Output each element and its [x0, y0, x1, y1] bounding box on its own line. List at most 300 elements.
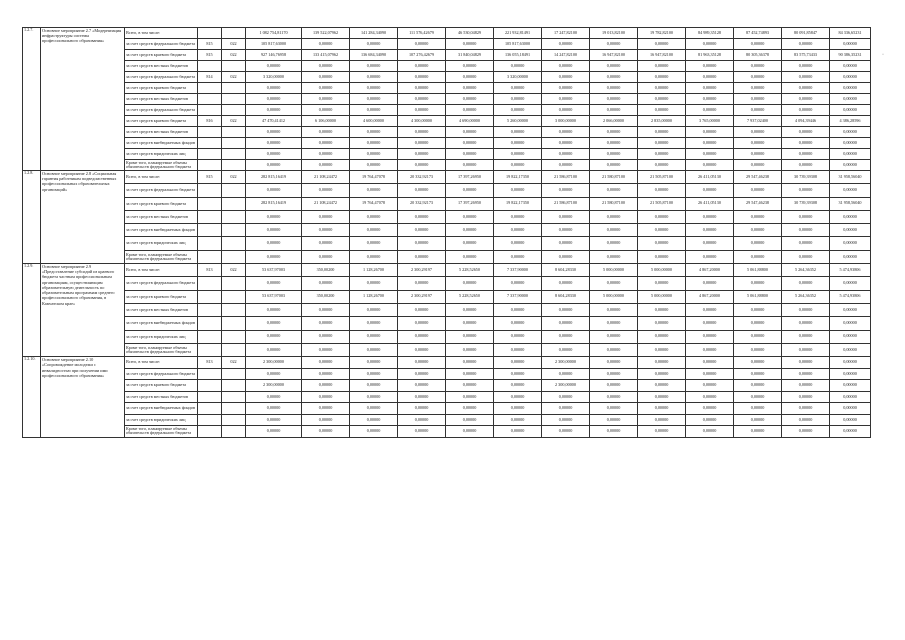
- year-value: 0,00000: [638, 127, 686, 138]
- year-value: 0,00000: [398, 39, 446, 50]
- year-value: 0,00000: [302, 160, 350, 171]
- year-value: 0,00000: [350, 250, 398, 263]
- year-value: 0,00000: [734, 317, 782, 330]
- rz-code: 022: [222, 264, 246, 277]
- year-value: 20 332,92173: [398, 171, 446, 184]
- year-value: 0,00000: [494, 343, 542, 356]
- year-value: 90 386,35231: [830, 50, 871, 61]
- total-value: 0,00000: [246, 105, 302, 116]
- funding-source: за счет средств юридических лиц: [125, 237, 198, 250]
- year-value: 0,00000: [686, 357, 734, 369]
- total-value: 0,00000: [246, 368, 302, 380]
- year-value: 0,00000: [494, 105, 542, 116]
- year-value: 0,00000: [350, 127, 398, 138]
- total-value: 0,00000: [246, 277, 302, 290]
- year-value: 2 835,00000: [638, 116, 686, 127]
- year-value: 0,00000: [446, 105, 494, 116]
- total-value: 0,00000: [246, 237, 302, 250]
- year-value: 0,00000: [350, 277, 398, 290]
- year-value: 0,00000: [830, 184, 871, 197]
- year-value: 0,00000: [494, 414, 542, 426]
- rz-code: [222, 83, 246, 94]
- year-value: 0,00000: [494, 317, 542, 330]
- funding-source: за счет средств внебюджетных фондов: [125, 224, 198, 237]
- year-value: 0,00000: [446, 94, 494, 105]
- year-value: 0,00000: [638, 277, 686, 290]
- year-value: 0,00000: [782, 149, 830, 160]
- funding-source: за счет средств федерального бюджета: [125, 184, 198, 197]
- grbs-code: [198, 343, 222, 356]
- grbs-code: [198, 403, 222, 415]
- year-value: 19 782,82100: [638, 28, 686, 39]
- grbs-code: [198, 83, 222, 94]
- rz-code: [222, 250, 246, 263]
- year-value: 0,00000: [590, 105, 638, 116]
- total-value: 3 320,00000: [246, 72, 302, 83]
- rz-code: [222, 403, 246, 415]
- year-value: 0,00000: [590, 237, 638, 250]
- year-value: 0,00000: [782, 237, 830, 250]
- year-value: 20 332,92173: [398, 197, 446, 210]
- total-value: 105 817,63000: [246, 39, 302, 50]
- grbs-code: [198, 330, 222, 343]
- year-value: 0,00000: [302, 343, 350, 356]
- year-value: 350,00200: [302, 290, 350, 303]
- year-value: 0,00000: [686, 237, 734, 250]
- year-value: 0,00000: [350, 303, 398, 316]
- rz-code: [222, 149, 246, 160]
- section-name: Основное мероприятие 2.10 «Сопровождение молодежи с инвалидностью при получении ими профессионального образования»: [41, 357, 125, 438]
- table-row: [23, 127, 871, 138]
- year-value: 0,00000: [782, 138, 830, 149]
- year-value: 0,00000: [542, 94, 590, 105]
- year-value: 0,00000: [542, 414, 590, 426]
- total-value: 0,00000: [246, 391, 302, 403]
- year-value: 3 320,00000: [494, 72, 542, 83]
- total-value: 47 470,41412: [246, 116, 302, 127]
- year-value: 0,00000: [734, 72, 782, 83]
- year-value: 0,00000: [302, 414, 350, 426]
- total-value: 0,00000: [246, 317, 302, 330]
- year-value: 0,00000: [734, 127, 782, 138]
- budget-table: [22, 27, 871, 438]
- year-value: 0,00000: [494, 210, 542, 223]
- year-value: 0,00000: [542, 343, 590, 356]
- year-value: 0,00000: [782, 414, 830, 426]
- year-value: 0,00000: [446, 330, 494, 343]
- year-value: 0,00000: [350, 380, 398, 392]
- year-value: 0,00000: [398, 250, 446, 263]
- year-value: 0,00000: [830, 72, 871, 83]
- year-value: 6 106,00000: [302, 116, 350, 127]
- funding-source: за счет средств местных бюджетов: [125, 94, 198, 105]
- table-row: [23, 303, 871, 316]
- year-value: 0,00000: [782, 105, 830, 116]
- year-value: 0,00000: [638, 39, 686, 50]
- year-value: 0,00000: [590, 94, 638, 105]
- year-value: 0,00000: [446, 210, 494, 223]
- funding-source: за счет средств краевого бюджета: [125, 197, 198, 210]
- year-value: 0,00000: [782, 83, 830, 94]
- year-value: 111 576,42679: [398, 28, 446, 39]
- year-value: 0,00000: [830, 39, 871, 50]
- year-value: 0,00000: [398, 426, 446, 438]
- total-value: 2 300,00000: [246, 380, 302, 392]
- year-value: 29 547,46238: [734, 171, 782, 184]
- year-value: 0,00000: [734, 39, 782, 50]
- grbs-code: [198, 250, 222, 263]
- rz-code: 022: [222, 72, 246, 83]
- year-value: 0,00000: [590, 391, 638, 403]
- section-number: 1.2.8.: [23, 171, 41, 264]
- rz-code: 022: [222, 39, 246, 50]
- year-value: 0,00000: [590, 303, 638, 316]
- year-value: 2 300,29197: [398, 264, 446, 277]
- year-value: 0,00000: [590, 138, 638, 149]
- year-value: 5 000,00000: [590, 264, 638, 277]
- year-value: 0,00000: [398, 83, 446, 94]
- year-value: 0,00000: [638, 72, 686, 83]
- year-value: 0,00000: [638, 94, 686, 105]
- total-value: 0,00000: [246, 414, 302, 426]
- year-value: 0,00000: [590, 210, 638, 223]
- year-value: 0,00000: [638, 138, 686, 149]
- table-row: [23, 61, 871, 72]
- rz-code: [222, 303, 246, 316]
- year-value: 0,00000: [350, 237, 398, 250]
- table-row: [23, 426, 871, 438]
- year-value: 0,00000: [302, 83, 350, 94]
- year-value: 0,00000: [398, 127, 446, 138]
- year-value: 0,00000: [590, 317, 638, 330]
- year-value: 29 547,46238: [734, 197, 782, 210]
- year-value: 0,00000: [830, 403, 871, 415]
- year-value: 16 947,82100: [638, 50, 686, 61]
- year-value: 141 284,34090: [350, 28, 398, 39]
- year-value: 30 739,39308: [782, 197, 830, 210]
- year-value: 0,00000: [350, 160, 398, 171]
- table-row: [23, 171, 871, 184]
- section-name: Основное мероприятие 2.7 «Модернизация инфраструктуры системы профессионального образования»: [41, 28, 125, 171]
- year-value: 5 260,00000: [494, 116, 542, 127]
- funding-source: за счет средств краевого бюджета: [125, 50, 198, 61]
- year-value: 0,00000: [782, 127, 830, 138]
- year-value: 0,00000: [686, 380, 734, 392]
- year-value: 0,00000: [638, 343, 686, 356]
- year-value: 7 337,90000: [494, 264, 542, 277]
- year-value: 0,00000: [782, 94, 830, 105]
- year-value: 19 013,82100: [590, 28, 638, 39]
- funding-source: Всего, в том числе:: [125, 171, 198, 184]
- year-value: 0,00000: [590, 83, 638, 94]
- year-value: 0,00000: [542, 160, 590, 171]
- year-value: 0,00000: [830, 303, 871, 316]
- funding-source: за счет средств внебюджетных фондов: [125, 317, 198, 330]
- year-value: 0,00000: [446, 303, 494, 316]
- year-value: 0,00000: [590, 380, 638, 392]
- year-value: 0,00000: [398, 61, 446, 72]
- year-value: 0,00000: [350, 391, 398, 403]
- year-value: 0,00000: [590, 357, 638, 369]
- year-value: 0,00000: [398, 317, 446, 330]
- year-value: 0,00000: [734, 61, 782, 72]
- year-value: 0,00000: [494, 149, 542, 160]
- year-value: 0,00000: [686, 127, 734, 138]
- year-value: 8 604,28330: [542, 290, 590, 303]
- year-value: 0,00000: [734, 380, 782, 392]
- year-value: 0,00000: [686, 210, 734, 223]
- year-value: 0,00000: [590, 330, 638, 343]
- year-value: 0,00000: [638, 330, 686, 343]
- year-value: 5 264,36352: [782, 290, 830, 303]
- year-value: 0,00000: [686, 277, 734, 290]
- rz-code: [222, 138, 246, 149]
- year-value: 0,00000: [590, 127, 638, 138]
- year-value: 81 963,35128: [686, 50, 734, 61]
- year-value: 46 530,04829: [446, 28, 494, 39]
- year-value: 0,00000: [734, 160, 782, 171]
- year-value: 0,00000: [638, 250, 686, 263]
- grbs-code: [198, 28, 222, 39]
- year-value: 0,00000: [302, 317, 350, 330]
- year-value: 0,00000: [446, 357, 494, 369]
- year-value: 0,00000: [494, 380, 542, 392]
- year-value: 0,00000: [686, 317, 734, 330]
- year-value: 0,00000: [782, 303, 830, 316]
- table-row: [23, 210, 871, 223]
- funding-source: за счет средств юридических лиц: [125, 149, 198, 160]
- year-value: 0,00000: [542, 210, 590, 223]
- table-row: [23, 290, 871, 303]
- grbs-code: [198, 184, 222, 197]
- year-value: 0,00000: [734, 414, 782, 426]
- year-value: 21 586,87100: [542, 197, 590, 210]
- year-value: 0,00000: [686, 105, 734, 116]
- year-value: 0,00000: [302, 303, 350, 316]
- year-value: 0,00000: [590, 343, 638, 356]
- year-value: 0,00000: [302, 426, 350, 438]
- year-value: 0,00000: [686, 343, 734, 356]
- year-value: 0,00000: [734, 105, 782, 116]
- grbs-code: 815: [198, 39, 222, 50]
- table-row: [23, 391, 871, 403]
- total-value: 0,00000: [246, 61, 302, 72]
- year-value: 0,00000: [494, 94, 542, 105]
- table-row: [23, 83, 871, 94]
- year-value: 0,00000: [782, 72, 830, 83]
- year-value: 0,00000: [638, 210, 686, 223]
- year-value: 87 452,74893: [734, 28, 782, 39]
- funding-source: за счет средств местных бюджетов: [125, 61, 198, 72]
- rz-code: [222, 28, 246, 39]
- table-row: [23, 380, 871, 392]
- year-value: 0,00000: [542, 72, 590, 83]
- table-row: [23, 138, 871, 149]
- year-value: 0,00000: [638, 380, 686, 392]
- year-value: 107 276,42679: [398, 50, 446, 61]
- year-value: 0,00000: [590, 39, 638, 50]
- year-value: 0,00000: [638, 368, 686, 380]
- year-value: 5 000,00000: [638, 264, 686, 277]
- year-value: 21 505,87100: [638, 171, 686, 184]
- year-value: 221 932,81491: [494, 28, 542, 39]
- year-value: 0,00000: [590, 184, 638, 197]
- year-value: 0,00000: [446, 127, 494, 138]
- table-row: [23, 330, 871, 343]
- year-value: 0,00000: [398, 368, 446, 380]
- rz-code: [222, 197, 246, 210]
- year-value: 0,00000: [638, 237, 686, 250]
- year-value: 0,00000: [398, 330, 446, 343]
- year-value: 0,00000: [830, 330, 871, 343]
- year-value: 0,00000: [302, 184, 350, 197]
- year-value: 0,00000: [782, 250, 830, 263]
- year-value: 0,00000: [398, 149, 446, 160]
- year-value: 0,00000: [494, 277, 542, 290]
- year-value: 21 580,87100: [590, 197, 638, 210]
- year-value: 4 600,00000: [350, 116, 398, 127]
- year-value: 0,00000: [734, 277, 782, 290]
- table-row: [23, 250, 871, 263]
- funding-source: за счет средств местных бюджетов: [125, 391, 198, 403]
- section-name: Основное мероприятие 2.9 «Предоставление субсидий из краевого бюджета частным профессиональным организациям, осуществляющим образовательную деятельность по образовательным программам среднего профессионального образования, в Камчатском крае»: [41, 264, 125, 357]
- total-value: 0,00000: [246, 303, 302, 316]
- year-value: 0,00000: [590, 149, 638, 160]
- year-value: 0,00000: [638, 426, 686, 438]
- year-value: 26 411,05130: [686, 197, 734, 210]
- year-value: 0,00000: [302, 403, 350, 415]
- year-value: 0,00000: [542, 224, 590, 237]
- rz-code: 022: [222, 357, 246, 369]
- year-value: 0,00000: [590, 250, 638, 263]
- rz-code: [222, 237, 246, 250]
- year-value: 0,00000: [830, 368, 871, 380]
- year-value: 0,00000: [494, 391, 542, 403]
- year-value: 0,00000: [350, 105, 398, 116]
- year-value: 0,00000: [446, 224, 494, 237]
- funding-source: за счет средств внебюджетных фондов: [125, 403, 198, 415]
- year-value: 0,00000: [350, 414, 398, 426]
- funding-source: Всего, в том числе:: [125, 357, 198, 369]
- table-row: [23, 357, 871, 369]
- year-value: 0,00000: [398, 138, 446, 149]
- table-row: [23, 237, 871, 250]
- funding-source: за счет средств юридических лиц: [125, 414, 198, 426]
- year-value: 0,00000: [734, 343, 782, 356]
- year-value: 0,00000: [302, 330, 350, 343]
- year-value: 0,00000: [542, 277, 590, 290]
- year-value: 0,00000: [734, 368, 782, 380]
- year-value: 21 108,24472: [302, 171, 350, 184]
- year-value: 0,00000: [590, 426, 638, 438]
- rz-code: [222, 94, 246, 105]
- rz-code: [222, 277, 246, 290]
- year-value: 0,00000: [398, 343, 446, 356]
- grbs-code: [198, 391, 222, 403]
- year-value: 0,00000: [782, 277, 830, 290]
- funding-source: Всего, в том числе:: [125, 28, 198, 39]
- year-value: 0,00000: [494, 403, 542, 415]
- year-value: 3 765,00000: [686, 116, 734, 127]
- year-value: 80 091,85847: [782, 28, 830, 39]
- total-value: 0,00000: [246, 250, 302, 263]
- year-value: 0,00000: [638, 160, 686, 171]
- year-value: 0,00000: [542, 250, 590, 263]
- year-value: 0,00000: [782, 224, 830, 237]
- grbs-code: [198, 380, 222, 392]
- year-value: 4 300,00000: [398, 116, 446, 127]
- grbs-code: [198, 210, 222, 223]
- year-value: 0,00000: [398, 160, 446, 171]
- year-value: 0,00000: [542, 138, 590, 149]
- funding-source: за счет средств федерального бюджета: [125, 368, 198, 380]
- funding-source: Кроме того, планируемые объемы обязательств федерального бюджета: [125, 426, 198, 438]
- year-value: 0,00000: [398, 184, 446, 197]
- year-value: 0,00000: [494, 138, 542, 149]
- year-value: 0,00000: [782, 343, 830, 356]
- year-value: 5 061,88800: [734, 290, 782, 303]
- scan-speck: ·: [882, 52, 884, 58]
- rz-code: [222, 210, 246, 223]
- year-value: 0,00000: [350, 61, 398, 72]
- table-row: [23, 39, 871, 50]
- funding-source: за счет средств федерального бюджета: [125, 39, 198, 50]
- year-value: 0,00000: [830, 160, 871, 171]
- year-value: 0,00000: [686, 250, 734, 263]
- total-value: 282 815,16419: [246, 171, 302, 184]
- funding-source: за счет средств федерального бюджета: [125, 72, 198, 83]
- year-value: 30 739,39308: [782, 171, 830, 184]
- year-value: 0,00000: [494, 330, 542, 343]
- grbs-code: 816: [198, 116, 222, 127]
- rz-code: [222, 127, 246, 138]
- rz-code: [222, 330, 246, 343]
- year-value: 0,00000: [446, 368, 494, 380]
- year-value: 0,00000: [686, 303, 734, 316]
- year-value: 0,00000: [638, 184, 686, 197]
- year-value: 0,00000: [734, 149, 782, 160]
- grbs-code: [198, 197, 222, 210]
- year-value: 0,00000: [446, 72, 494, 83]
- year-value: 4 386,28596: [830, 116, 871, 127]
- year-value: 136 055,18491: [494, 50, 542, 61]
- year-value: 0,00000: [350, 426, 398, 438]
- grbs-code: [198, 277, 222, 290]
- year-value: 0,00000: [350, 72, 398, 83]
- year-value: 0,00000: [542, 303, 590, 316]
- year-value: 0,00000: [590, 414, 638, 426]
- total-value: 0,00000: [246, 83, 302, 94]
- year-value: 0,00000: [686, 224, 734, 237]
- year-value: 0,00000: [734, 237, 782, 250]
- funding-source: Всего, в том числе:: [125, 264, 198, 277]
- total-value: 0,00000: [246, 138, 302, 149]
- year-value: 21 580,87100: [590, 171, 638, 184]
- rz-code: [222, 426, 246, 438]
- year-value: 0,00000: [782, 357, 830, 369]
- year-value: 0,00000: [782, 317, 830, 330]
- grbs-code: [198, 138, 222, 149]
- year-value: 0,00000: [302, 149, 350, 160]
- year-value: 0,00000: [542, 149, 590, 160]
- year-value: 0,00000: [302, 277, 350, 290]
- total-value: 0,00000: [246, 426, 302, 438]
- year-value: 0,00000: [302, 224, 350, 237]
- year-value: 0,00000: [686, 330, 734, 343]
- year-value: 0,00000: [542, 39, 590, 50]
- funding-source: Кроме того, планируемые объемы обязательств федерального бюджета: [125, 343, 198, 356]
- funding-source: Кроме того, планируемые объемы обязательств федерального бюджета: [125, 250, 198, 263]
